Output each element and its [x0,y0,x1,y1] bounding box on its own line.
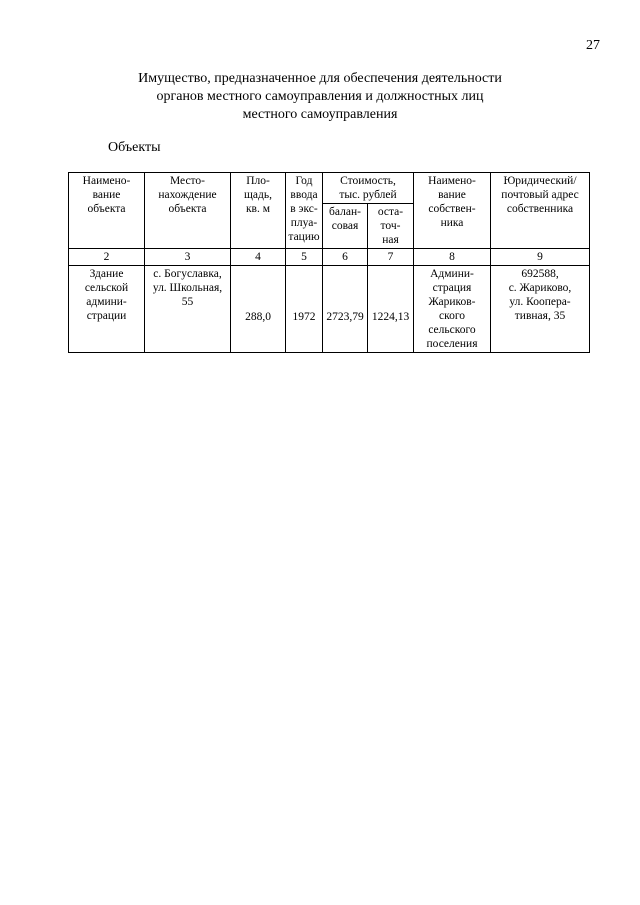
column-number: 7 [368,249,414,266]
cell-address: 692588, с. Жариково, ул. Коопера- тивная, 35 [491,266,590,353]
column-number: 2 [69,249,145,266]
title-line-2: органов местного самоуправления и должностных лиц [156,89,484,104]
column-number: 3 [145,249,231,266]
cell-location: с. Богуславка, ул. Школьная, 55 [145,266,231,353]
column-number: 4 [231,249,286,266]
header-name: Наимено- вание объекта [69,173,145,249]
cell-owner: Админи- страция Жариков- ского сельского поселения [414,266,491,353]
column-number: 9 [491,249,590,266]
header-cost-group: Стоимость, тыс. рублей [323,173,414,204]
header-year: Год ввода в экс- плуа- тацию [286,173,323,249]
table-header-row [69,173,590,204]
cell-name: Здание сельской админи- страции [69,266,145,353]
column-number-row [69,249,590,266]
header-address: Юридический/ почтовый адрес собственника [491,173,590,249]
header-cost-residual: оста- точ- ная [368,204,414,249]
title-line-3: местного самоуправления [242,107,398,122]
page-number: 27 [586,38,600,53]
column-number: 8 [414,249,491,266]
objects-table [68,172,590,353]
header-owner: Наимено- вание собствен- ника [414,173,491,249]
section-label: Объекты [108,140,161,155]
cell-cost-balance: 2723,79 [323,266,368,353]
header-cost-balance: балан- совая [323,204,368,249]
cell-area: 288,0 [231,266,286,353]
table-row [69,266,590,353]
cell-year: 1972 [286,266,323,353]
cell-cost-residual: 1224,13 [368,266,414,353]
header-location: Место- нахождение объекта [145,173,231,249]
document-title [0,70,640,124]
column-number: 5 [286,249,323,266]
header-area: Пло- щадь, кв. м [231,173,286,249]
column-number: 6 [323,249,368,266]
title-line-1: Имущество, предназначенное для обеспечения деятельности [138,71,502,86]
